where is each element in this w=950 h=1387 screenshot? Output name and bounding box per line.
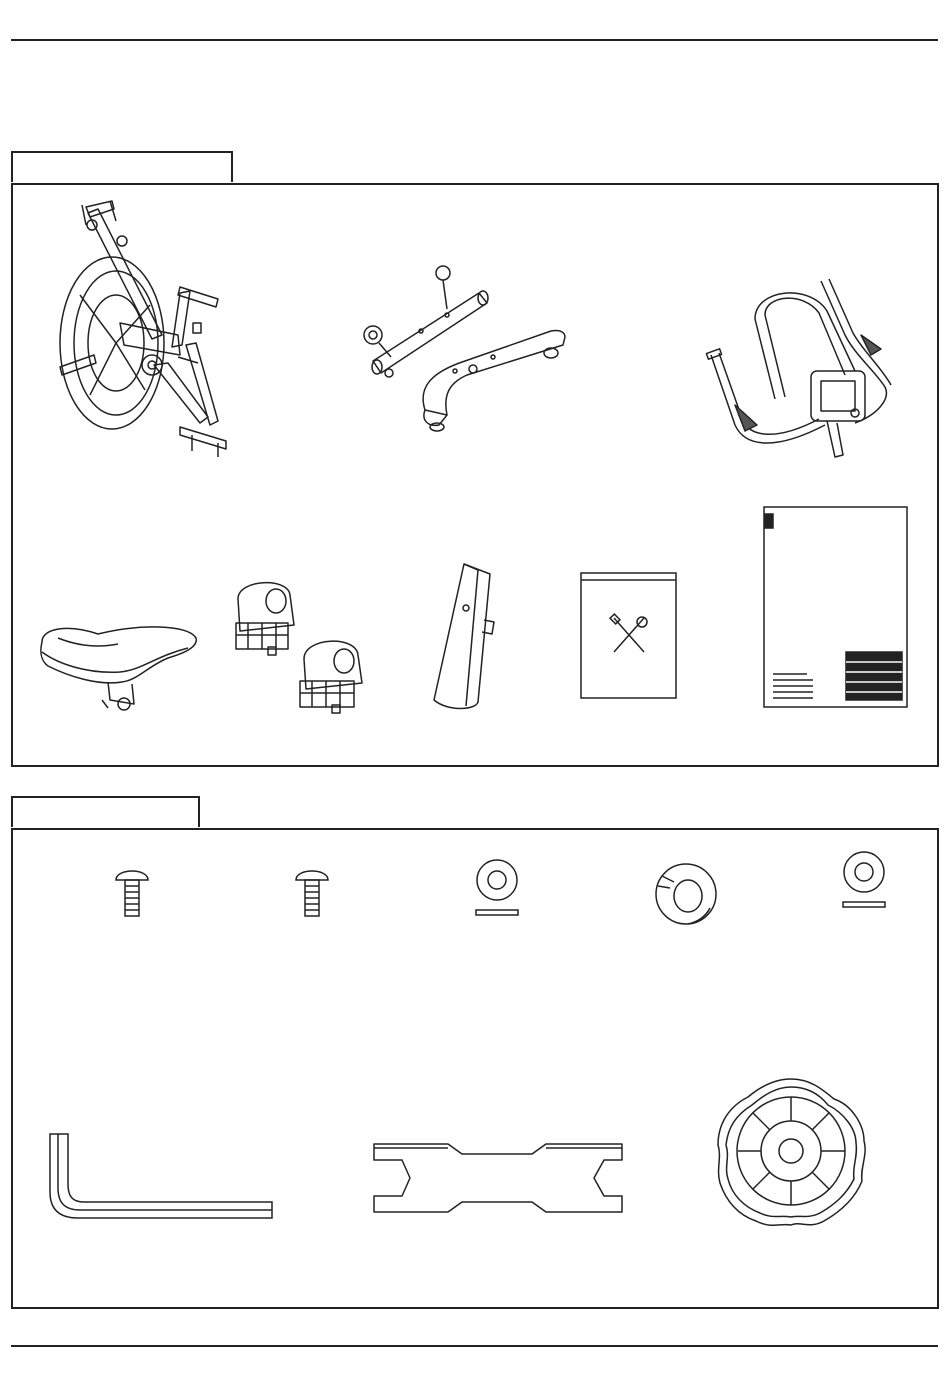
knob-icon bbox=[714, 1075, 868, 1229]
bottom-rule bbox=[11, 1345, 938, 1347]
seat-icon bbox=[38, 620, 200, 715]
pedals-icon bbox=[228, 575, 368, 715]
spring-washer-icon bbox=[648, 858, 720, 928]
wrench-icon bbox=[372, 1140, 624, 1216]
top-rule bbox=[11, 39, 938, 41]
handlebar-icon bbox=[705, 275, 905, 465]
bolt-icon bbox=[292, 866, 332, 920]
parts-section-tab bbox=[11, 151, 233, 182]
bolt-icon bbox=[112, 866, 152, 920]
allen-key-icon bbox=[48, 1132, 274, 1222]
hardware-section-tab bbox=[11, 796, 200, 827]
flat-washer-icon bbox=[472, 858, 522, 920]
seat-slider-icon bbox=[428, 560, 500, 715]
manual-icon bbox=[763, 506, 909, 709]
flat-washer-icon bbox=[840, 850, 888, 910]
stabilizer-legs-icon bbox=[355, 265, 570, 440]
bike-frame-icon bbox=[50, 195, 230, 465]
tool-bag-icon bbox=[580, 572, 678, 700]
